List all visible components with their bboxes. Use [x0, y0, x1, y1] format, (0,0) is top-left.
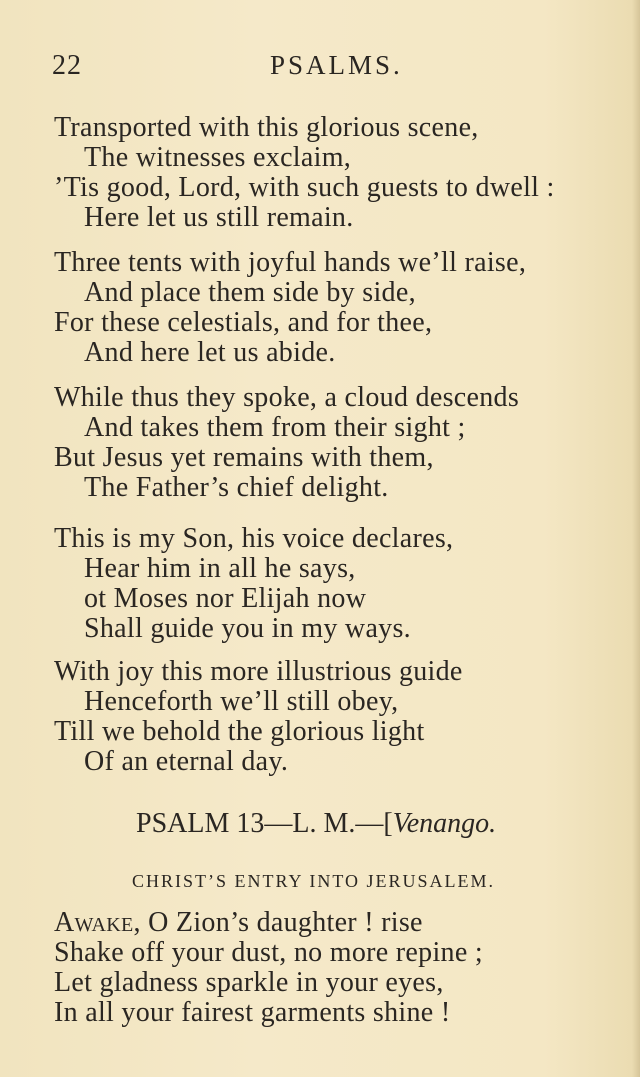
verse-line: Till we behold the glorious light — [54, 716, 425, 747]
verse-line: Let gladness sparkle in your eyes, — [54, 967, 444, 998]
psalm-title: PSALM 13—L. M.—[ — [136, 808, 393, 839]
verse-line: Three tents with joyful hands we’ll raise, — [54, 247, 527, 278]
verse-line: And here let us abide. — [84, 337, 336, 368]
first-word: Awake, — [54, 907, 141, 938]
verse-line: For these celestials, and for thee, — [54, 307, 433, 338]
verse-line: Transported with this glorious scene, — [54, 112, 479, 143]
stanza-4 — [54, 524, 453, 644]
page-number: 22 — [52, 50, 82, 81]
verse-line: But Jesus yet remains with them, — [54, 442, 434, 473]
verse-line: The witnesses exclaim, — [84, 142, 352, 173]
verse-line: And place them side by side, — [84, 277, 416, 308]
verse-line: Henceforth we’ll still obey, — [84, 686, 399, 717]
verse-line: Of an eternal day. — [84, 746, 289, 777]
verse-line: ot Moses nor Elijah now — [84, 583, 367, 614]
psalm-heading — [136, 808, 496, 840]
verse-line: In all your fairest garments shine ! — [54, 997, 451, 1028]
verse-line: And takes them from their sight ; — [84, 412, 466, 443]
page-edge-shadow — [632, 0, 640, 1077]
first-line-rest: O Zion’s daughter ! rise — [140, 907, 423, 938]
verse-line: ’Tis good, Lord, with such guests to dwell : — [54, 172, 555, 203]
running-head: PSALMS. — [270, 50, 403, 80]
page-header — [52, 50, 612, 90]
stanza-3 — [54, 383, 519, 503]
psalm-subtitle: CHRIST’S ENTRY INTO JERUSALEM. — [132, 871, 496, 891]
verse-line: Shall guide you in my ways. — [84, 613, 411, 644]
verse-line: Here let us still remain. — [84, 202, 354, 233]
stanza-5 — [54, 657, 463, 777]
stanza-1 — [54, 113, 555, 233]
verse-line: With joy this more illustrious guide — [54, 656, 463, 687]
verse-line — [54, 908, 483, 938]
tune-name: Venango. — [392, 808, 497, 839]
verse-line: The Father’s chief delight. — [84, 472, 389, 503]
verse-line: Hear him in all he says, — [84, 553, 356, 584]
verse-line: Shake off your dust, no more repine ; — [54, 937, 483, 968]
stanza-6 — [54, 908, 483, 1028]
verse-line: While thus they spoke, a cloud descends — [54, 382, 520, 413]
verse-line: This is my Son, his voice declares, — [54, 523, 454, 554]
stanza-2 — [54, 248, 526, 368]
